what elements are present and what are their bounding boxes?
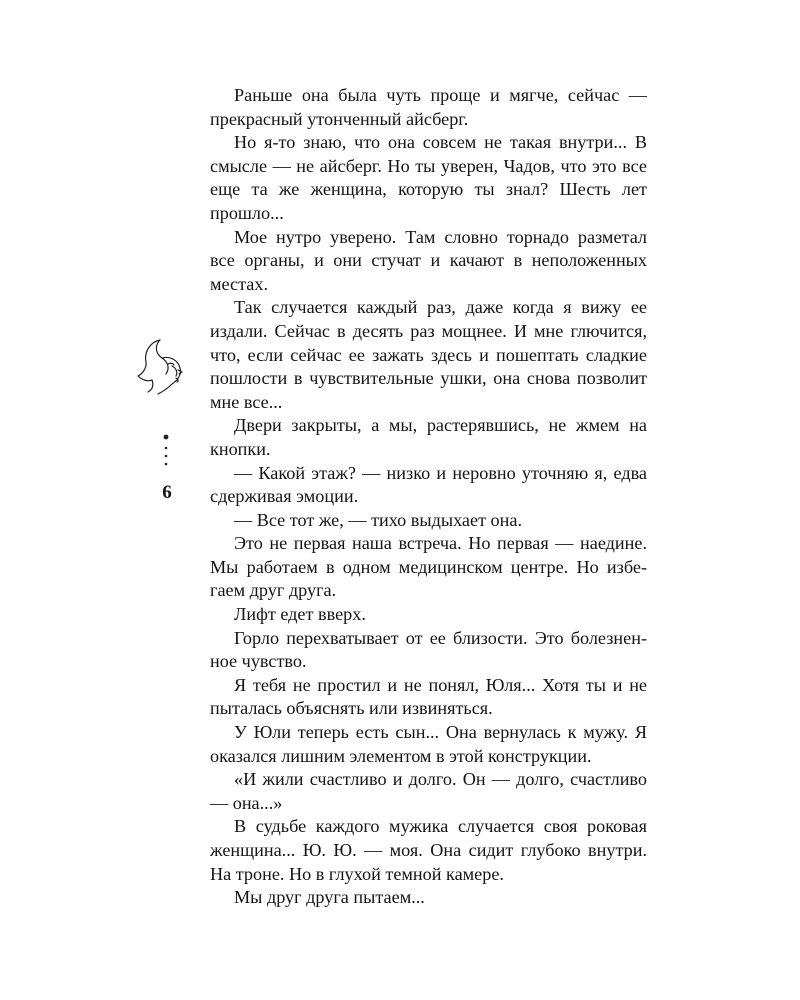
- paragraph: Это не первая наша встреча. Но первая — наедине. Мы работаем в одном медицинском центре. Но избегаем друг друга.: [210, 533, 647, 601]
- paragraph: Горло перехватывает от ее близости. Это болезненное чувство.: [210, 627, 647, 672]
- paragraph: Но я-то знаю, что она совсем не такая внутри... В смысле — не айсберг. Но ты уверен, Чадов, что это все еще та же женщина, которую ты знал? Шесть лет прошло...: [210, 132, 647, 223]
- page-number: 6: [162, 482, 172, 503]
- paragraph: Раньше она была чуть проще и мягче, сейчас — прекрасный утонченный айсберг.: [210, 85, 647, 129]
- dialogue-line: — Какой этаж? — низко и неровно уточняю я, едва сдерживая эмоции.: [210, 462, 647, 507]
- body-text: [210, 84, 647, 910]
- paragraph: Мое нутро уверено. Там словно торнадо разметал все органы, и они стучат и качают в неположенных местах.: [210, 226, 647, 294]
- dialogue-line: — Все тот же, — тихо выдыхает она.: [234, 509, 523, 530]
- paragraph: У Юли теперь есть сын... Она вернулась к мужу. Я оказался лишним элементом в этой конструкции.: [210, 722, 647, 766]
- quote-paragraph: «И жили счастливо и долго. Он — долго, счастливо — она...»: [210, 769, 647, 813]
- paragraph: Мы друг друга пытаем...: [234, 887, 425, 908]
- paragraph: Лифт едет вверх.: [234, 604, 366, 625]
- paragraph: Так случается каждый раз, даже когда я вижу ее издали. Сейчас в десять раз мощнее. И мне глючится, что, если сейчас ее зажать здесь и пошептать сладкие пошлости в чувствительные ушки, она снова позволит мне все...: [210, 297, 647, 412]
- paragraph: Я тебя не простил и не понял, Юля... Хотя ты и не пыталась объяснять или извиняться.: [210, 674, 647, 719]
- vertical-dots-ornament-icon: [160, 434, 172, 468]
- line-drawing-face-icon: [132, 336, 192, 396]
- paragraph: В судьбе каждого мужика случается своя роковая женщина... Ю. Ю. — моя. Она сидит глубоко внутри. На троне. Но в глухой темной камере.: [210, 816, 647, 884]
- paragraph: Двери закрыты, а мы, растерявшись, не жмем на кнопки.: [210, 415, 647, 459]
